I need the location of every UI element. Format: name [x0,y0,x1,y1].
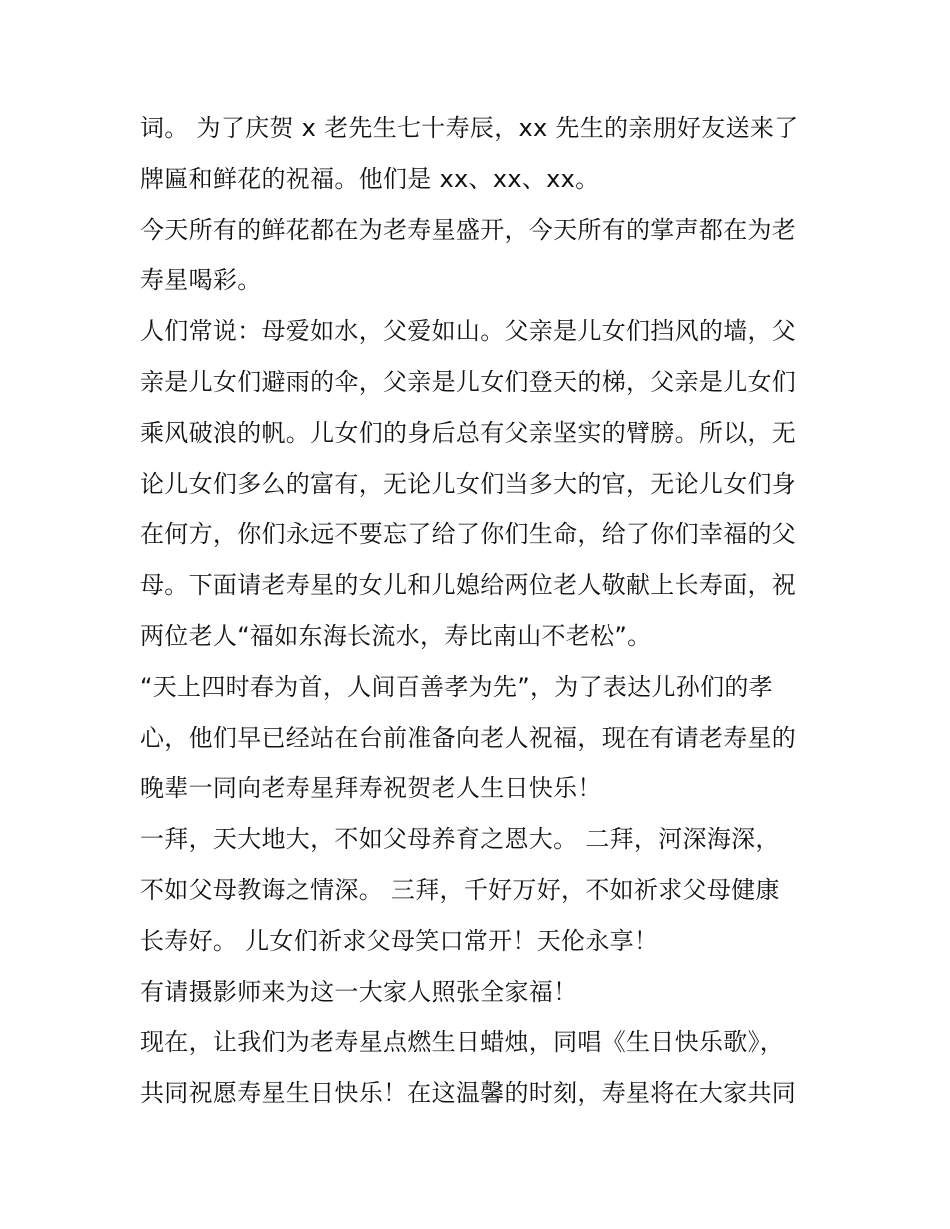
text-line: 长寿好。 儿女们祈求父母笑口常开！天伦永享！ [140,926,659,955]
text-line: 乘风破浪的帆。儿女们的身后总有父亲坚实的臂膀。所以，无 [140,418,797,447]
text-line: 一拜，天大地大，不如父母养育之恩大。 二拜，河深海深， [140,825,780,854]
text-line: 人们常说：母爱如水，父爱如山。父亲是儿女们挡风的墙，父 [140,317,797,346]
text-line: 共同祝愿寿星生日快乐！在这温馨的时刻，寿星将在大家共同 [140,1079,797,1108]
text-line: 寿星喝彩。 [140,266,262,295]
text-line: 心，他们早已经站在台前准备向老人祝福，现在有请老寿星的 [140,723,797,752]
text-line: 在何方，你们永远不要忘了给了你们生命，给了你们幸福的父 [140,520,797,549]
text-line: “天上四时春为首，人间百善孝为先”，为了表达儿孙们的孝 [140,672,773,701]
text-line: 牌匾和鲜花的祝福。他们是 xx、xx、xx。 [140,164,600,193]
text-line: 亲是儿女们避雨的伞，父亲是儿女们登天的梯，父亲是儿女们 [140,367,797,396]
text-line: 不如父母教诲之情深。 三拜，千好万好，不如祈求父母健康 [140,875,780,904]
text-line: 两位老人“福如东海长流水，寿比南山不老松”。 [140,621,652,650]
text-line: 今天所有的鲜花都在为老寿星盛开，今天所有的掌声都在为老 [140,215,797,244]
text-line: 晚辈一同向老寿星拜寿祝贺老人生日快乐！ [140,774,602,803]
text-line: 母。下面请老寿星的女儿和儿媳给两位老人敬献上长寿面，祝 [140,571,797,600]
text-line: 有请摄影师来为这一大家人照张全家福！ [140,977,578,1006]
text-line: 论儿女们多么的富有，无论儿女们当多大的官，无论儿女们身 [140,469,797,498]
text-line: 现在，让我们为老寿星点燃生日蜡烛，同唱《生日快乐歌》， [140,1028,785,1057]
text-line: 词。 为了庆贺 x 老先生七十寿辰，xx 先生的亲朋好友送来了 [140,114,799,142]
document-body [140,103,820,1119]
